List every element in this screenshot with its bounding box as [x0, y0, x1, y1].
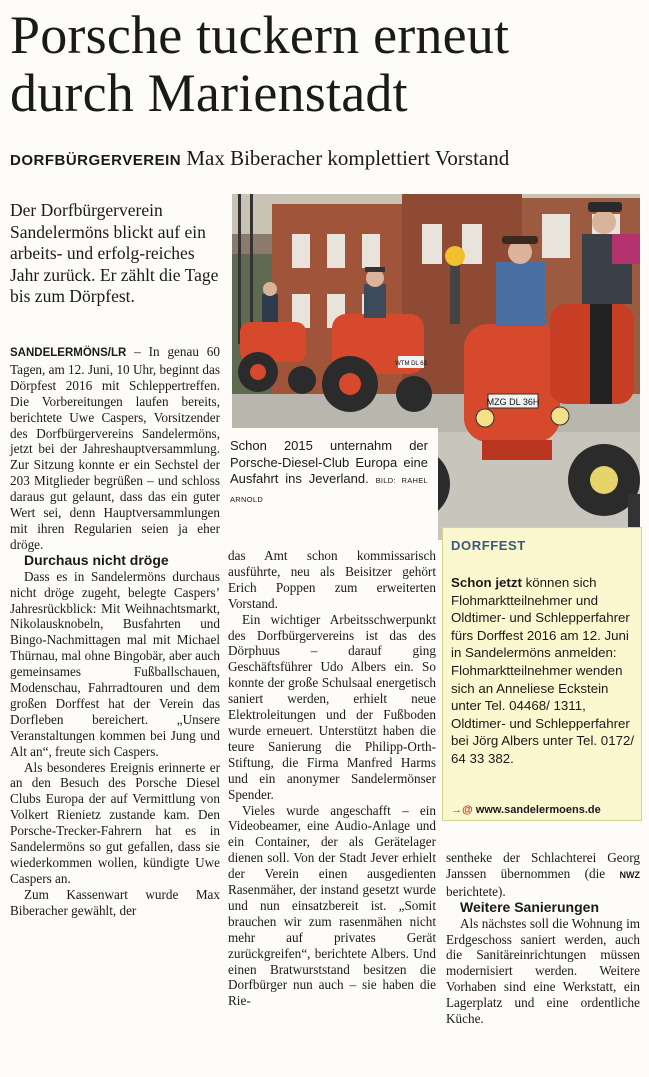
paragraph: Vieles wurde angeschafft – ein Videobeamer, eine Audio-Anlage und ein Container, der als Gerätelager dienen soll. Von der Stadt Jever erhielt der Verein einen ausgedienten Rasenmäher, der instand gesetzt wurde und nun einsatzbereit ist. „Somit brauchen wir zum rasenmähen nicht mehr auf privates Gerät zurückgreifen“, berichtete Albers. Und einen Bratwurststand besitzen die Dorfbürger nun auch – sie haben die Rie-: [228, 802, 436, 1009]
info-box-body: [451, 574, 637, 768]
info-box-dorffest: [442, 527, 642, 821]
paragraph: das Amt schon kommissarisch ausführte, neu als Beisitzer gehört Erich Poppen zum erweiterten Vorstand.: [228, 548, 436, 611]
dateline: SANDELERMÖNS/LR: [10, 347, 127, 359]
kicker: DORFBÜRGERVEREIN: [10, 152, 182, 169]
website-link[interactable]: www.sandelermoens.de: [475, 804, 601, 816]
subhead: Weitere Sanierungen: [460, 898, 600, 915]
paragraph: Zum Kassenwart wurde Max Biberacher gewählt, der: [10, 886, 220, 918]
paragraph: Als nächstes soll die Wohnung im Erdgeschoss saniert werden, auch die Sanitäreinrichtungen müssen modernisiert werden. Weitere Vorhaben sind eine Werkstatt, ein Lagerplatz und eine ordentliche Küche.: [446, 915, 640, 1027]
paragraph: [10, 344, 220, 553]
subline: [10, 146, 640, 171]
nwz-logo: NWZ: [619, 869, 640, 880]
info-box-url[interactable]: [451, 804, 601, 816]
article-column-2: [228, 548, 436, 1009]
paragraph: Ein wichtiger Arbeitsschwerpunkt des Dorfbürgervereins ist das des Dörphuus – darauf ging Geschäftsführer Udo Albers ein. So konnte der große Schulsaal energetisch saniert werden, erhielt neue Elektroleitungen und der Fußboden wurde erneuert. Unterstützt haben die teure Sanierung die Philipp-Orth-Stiftung, die Firma Manfred Harms und ein anonymer Sandelermönser Spender.: [228, 611, 436, 802]
paragraph: Als besonderes Ereignis erinnerte er an den Besuch des Porsche Diesel Clubs Europa der auf Vermittlung von Volkert Rienietz zustande kam. Den Porsche-Trecker-Fahrern hat es in Sandelermöns so gut gefallen, dass sie wiederkommen wollen, kündigte Uwe Caspers an.: [10, 759, 220, 886]
article-column-1: [10, 344, 220, 919]
subline-text: Max Biberacher komplettiert Vorstand: [186, 146, 510, 170]
arrow-at-icon: →@: [451, 804, 473, 816]
photo-caption: [230, 438, 428, 508]
paragraph: [446, 850, 640, 900]
subhead: Durchaus nicht dröge: [24, 551, 169, 568]
info-box-text: können sich Flohmarktteilnehmer und Oldtimer- und Schlepperfahrer fürs Dorffest 2016 am 12. Juni in Sandelermöns anmelden: Flohmarktteilnehmer wenden sich an Anneliese Eckstein unter Tel. 04468/ 1311, Oldtimer- und Schlepperfahrer bei Jörg Albers unter Tel. 0172/ 64 33 382.: [451, 575, 635, 766]
caption-box: [224, 428, 438, 540]
paragraph: Dass es in Sandelermöns durchaus nicht dröge zugeht, belegte Caspers’ Jahresrückblick: Mit Weihnachtsmarkt, Nikolausknobeln, Busfahrten und Bingo-Nachmittagen mal mit Michael Thürnau, mal ohne Bingobär, aber auch gemeinsames Fußballschauen, Modenschau, Fahrradtouren und dem großen Dorffest hat der Verein das Dorfleben bereichert. „Unsere Veranstaltungen kommen bei Jung und Alt an“, freute sich Caspers.: [10, 568, 220, 759]
license-plate-1: MZG DL 36H: [486, 397, 540, 407]
intro-paragraph: Der Dorfbürgerverein Sandelermöns blickt auf ein arbeits- und erfolg-reiches Jahr zurück. Er zählt die Tage bis zum Dörpfest.: [10, 200, 219, 307]
info-box-title: DORFFEST: [451, 538, 526, 553]
caption-text: Schon 2015 unternahm der Porsche-Diesel-Club Europa eine Ausfahrt ins Jeverland.: [230, 438, 428, 486]
paragraph-text: berichtete).: [446, 883, 506, 899]
paragraph-text: – In genau 60 Tagen, am 12. Juni, 10 Uhr, beginnt das Dörpfest 2016 mit Schleppertreffen. Die Vorbereitungen laufen bereits, berichtete Uwe Caspers, Vorsitzender des Dorfbürgervereins Sandelermöns, jetzt bei der Jahreshauptversammlung. Zur Sitzung konnte er ein Sechstel der 203 Mitglieder begrüßen – und schloss daraus gut gelaunt, dass das ein guter Wert sei, denn Hauptversammlungen mit ihren Regularien seien ja eher dröge.: [10, 344, 220, 552]
photo-credit: BILD: RAHEL ARNOLD: [230, 476, 428, 504]
license-plate-2: WTM DL 63: [395, 361, 427, 367]
headline: Porsche tuckern erneut durch Marienstadt: [10, 5, 510, 123]
paragraph-text: sentheke der Schlachterei Georg Janssen übernommen (die: [446, 850, 640, 881]
info-box-lead: Schon jetzt: [451, 575, 522, 590]
article-column-3: [446, 850, 640, 1027]
